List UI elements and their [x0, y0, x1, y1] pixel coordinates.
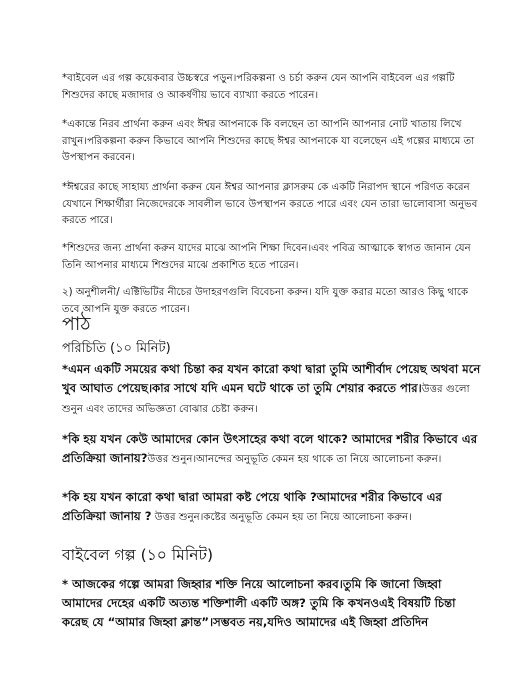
question-2	[62, 430, 482, 469]
prep-paragraph-1: *বাইবেল এর গল্প কয়েকবার উচ্চস্বরে পড়ুন।পরিকল্পনা ও চর্চা করুন যেন আপনি বাইবেল এর গল্পটি শিশুদের কাছে মজাদার ও আকর্ষণীয় ভাবে ব্যাখ্যা করতে পারেন।	[62, 73, 455, 101]
introduction-heading: পরিচিতি (১০ মিনিট)	[62, 341, 171, 356]
prep-paragraph-2: *একান্তে নিরব প্রার্থনা করুন এবং ঈশ্বর আপনাকে কি বলছেন তা আপনি আপনার নোট খাতায় লিখে রাখুন।পরিকল্পনা করুন কিভাবে আপনি শিশুদের কাছে ঈশ্বর আপনাকে যা বলেছেন এই গল্পের মাধ্যমে তা উপস্থাপন করবেন।	[62, 119, 475, 163]
question-3-prompt: *কি হয় যখন কারো কথা দ্বারা আমরা কষ্ট পেয়ে থাকি ?আমাদের শরীর কিভাবে এর প্রতিক্রিয়া জানায় ?	[62, 490, 442, 523]
question-2-instruction: উত্তর শুনুন।আনন্দের অনুভূতি কেমন হয় থাকে তা নিয়ে আলোচনা করুন।	[147, 454, 442, 465]
prep-paragraph-4: *শিশুদের জন্য প্রার্থনা করুন যাদের মাঝে আপনি শিক্ষা দিবেন।এবং পবিত্র আত্মাকে স্বাগত জানান যেন তিনি আপনার মাধ্যমে শিশুদের মাঝে প্রকাশিত হতে পারেন।	[62, 243, 471, 271]
question-3-instruction: উত্তর শুনুন।কষ্টের অনুভূতি কেমন হয় তা নিয়ে আলোচনা করুন।	[151, 512, 412, 523]
bible-story-heading: বাইবেল গল্প (১০ মিনিট)	[62, 546, 213, 564]
question-2-prompt: *কি হয় যখন কেউ আমাদের কোন উৎসাহের কথা বলে থাকে? আমাদের শরীর কিভাবে এর প্রতিক্রিয়া জানায়?	[62, 432, 478, 465]
prep-paragraph-3: *ঈশ্বরের কাছে সাহায্য প্রার্থনা করুন যেন ঈশ্বর আপনার ক্লাসরুম কে একটি নিরাপদ স্থানে পরিণত করেন যেখানে শিক্ষার্থীরা নিজেদেরকে সাবলীল ভাবে উপস্থাপন করতে পারে এবং যেন তারা ভালোবাসা অনুভব করতে পারে।	[62, 182, 478, 226]
question-1-prompt: *এমন একটি সময়ের কথা চিন্তা কর যখন কারো কথা দ্বারা তুমি আশীর্বাদ পেয়েছ অথবা মনে খুব আঘাত পেয়েছ।কার সাথে যদি এমন ঘটে থাকে তা তুমি শেয়ার করতে পার।	[62, 362, 481, 395]
activity-note: ২) অনুশীলনী/ এক্টিভিটির নীচের উদাহরণগুলি বিবেচনা করুন। যদি যুক্ত করার মতো আরও কিছু থাকে তবে আপনি যুক্ত করতে পারেন।	[62, 287, 469, 315]
question-1-instruction: উত্তর গুলো শুনুন এবং তাদের অভিজ্ঞতা বোঝার চেষ্টা করুন।	[62, 384, 470, 415]
question-3	[62, 488, 482, 527]
bible-story-paragraph: * আজকের গল্পে আমরা জিহ্বার শক্তি নিয়ে আলোচনা করব।তুমি কি জানো জিহ্বা আমাদের দেহের একটি অত্যন্ত শক্তিশালী একটি অঙ্গ? তুমি কি কখনওএই বিষয়টি চিন্তা করেছ যে “আমার জিহ্বা ক্লান্ত”।সম্ভবত নয়,যদিও আমাদের এই জিহ্বা প্রতিদিন	[62, 577, 456, 629]
question-1	[62, 360, 482, 419]
lesson-heading: পাঠ	[62, 313, 91, 335]
